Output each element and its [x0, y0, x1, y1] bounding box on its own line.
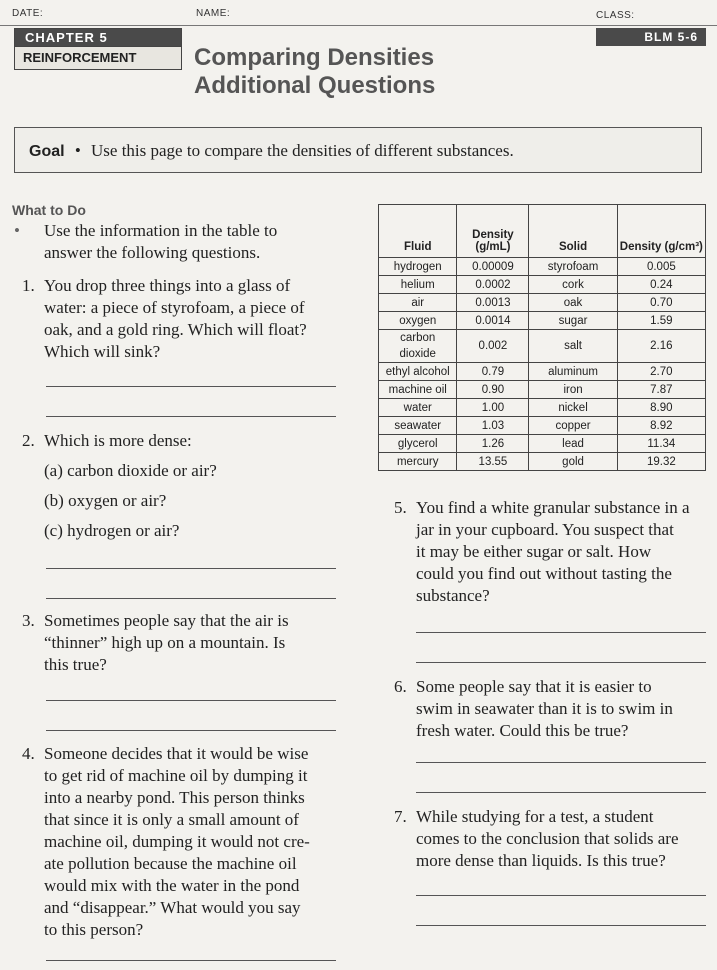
goal-bullet: •: [74, 141, 81, 160]
solid-density-cell: 8.92: [617, 417, 705, 435]
question-line: You drop three things into a glass of: [44, 276, 291, 295]
question-line: it may be either sugar or salt. How: [416, 542, 652, 561]
name-label: NAME:: [196, 8, 231, 19]
question-line: Which will sink?: [44, 342, 161, 361]
chapter-number: CHAPTER 5: [15, 29, 181, 46]
solid-name-cell: styrofoam: [529, 258, 617, 276]
section-heading: What to Do: [12, 202, 86, 218]
fluid-name-cell: water: [379, 399, 457, 417]
table-row: [379, 330, 706, 363]
solid-name-cell: sugar: [529, 312, 617, 330]
fluid-density-cell: 0.0002: [457, 276, 529, 294]
answer-line[interactable]: [416, 632, 706, 633]
question-line: machine oil, dumping it would not cre-: [44, 832, 310, 851]
question-number: 7.: [394, 807, 407, 826]
question-5: [394, 497, 690, 607]
instruction: [14, 220, 277, 264]
question-4: [22, 743, 310, 941]
fluid-density-cell: 0.79: [457, 363, 529, 381]
table-row: [379, 417, 706, 435]
fluid-density-cell: 0.90: [457, 381, 529, 399]
header-fluid: Fluid: [379, 205, 457, 258]
fluid-name-cell: hydrogen: [379, 258, 457, 276]
solid-density-cell: 19.32: [617, 453, 705, 471]
question-line: substance?: [416, 586, 490, 605]
page-title: [194, 44, 435, 100]
table-row: [379, 453, 706, 471]
question-line: could you find out without tasting the: [416, 564, 672, 583]
solid-density-cell: 1.59: [617, 312, 705, 330]
fluid-density-cell: 13.55: [457, 453, 529, 471]
question-number: 4.: [22, 744, 35, 763]
question-number: 2.: [22, 431, 35, 450]
question-line: comes to the conclusion that solids are: [416, 829, 679, 848]
table-row: [379, 399, 706, 417]
instruction-bullet: •: [14, 221, 20, 240]
question-2b: (b) oxygen or air?: [44, 491, 167, 510]
fluid-name-cell: air: [379, 294, 457, 312]
question-number: 6.: [394, 677, 407, 696]
question-line: Someone decides that it would be wise: [44, 744, 309, 763]
question-line: that since it is only a small amount of: [44, 810, 299, 829]
question-line: would mix with the water in the pond: [44, 876, 300, 895]
solid-name-cell: nickel: [529, 399, 617, 417]
header-fluid-density: Density (g/mL): [457, 205, 529, 258]
header-solid-density: Density (g/cm³): [617, 205, 705, 258]
question-number: 5.: [394, 498, 407, 517]
solid-density-cell: 11.34: [617, 435, 705, 453]
solid-name-cell: salt: [529, 330, 617, 363]
fluid-name-cell: oxygen: [379, 312, 457, 330]
answer-line[interactable]: [46, 598, 336, 599]
solid-name-cell: gold: [529, 453, 617, 471]
answer-line[interactable]: [46, 386, 336, 387]
table-row: [379, 294, 706, 312]
instruction-line-2: answer the following questions.: [44, 243, 261, 262]
chapter-type: REINFORCEMENT: [15, 46, 181, 69]
goal-box: [14, 127, 702, 173]
solid-name-cell: lead: [529, 435, 617, 453]
answer-line[interactable]: [416, 792, 706, 793]
answer-line[interactable]: [46, 416, 336, 417]
question-number: 1.: [22, 276, 35, 295]
fluid-density-cell: 0.00009: [457, 258, 529, 276]
table-row: [379, 363, 706, 381]
question-6: [394, 676, 673, 742]
solid-density-cell: 7.87: [617, 381, 705, 399]
solid-name-cell: copper: [529, 417, 617, 435]
fluid-name-cell: glycerol: [379, 435, 457, 453]
chapter-box: [14, 28, 182, 70]
question-number: 3.: [22, 611, 35, 630]
question-line: fresh water. Could this be true?: [416, 721, 629, 740]
answer-line[interactable]: [416, 762, 706, 763]
fluid-density-cell: 0.0014: [457, 312, 529, 330]
fluid-name-cell: ethyl alcohol: [379, 363, 457, 381]
solid-density-cell: 8.90: [617, 399, 705, 417]
table-row: [379, 381, 706, 399]
answer-line[interactable]: [46, 568, 336, 569]
table-row: [379, 258, 706, 276]
question-line: this true?: [44, 655, 107, 674]
question-line: While studying for a test, a student: [416, 807, 654, 826]
date-label: DATE:: [12, 8, 44, 19]
question-line: to this person?: [44, 920, 144, 939]
solid-density-cell: 0.24: [617, 276, 705, 294]
answer-line[interactable]: [416, 895, 706, 896]
fluid-name-cell: machine oil: [379, 381, 457, 399]
question-line: and “disappear.” What would you say: [44, 898, 301, 917]
solid-density-cell: 0.005: [617, 258, 705, 276]
blm-badge: BLM 5-6: [596, 28, 706, 46]
table-row: [379, 276, 706, 294]
header-solid: Solid: [529, 205, 617, 258]
question-3: [22, 610, 289, 676]
question-line: Sometimes people say that the air is: [44, 611, 289, 630]
question-line: oak, and a gold ring. Which will float?: [44, 320, 307, 339]
question-line: more dense than liquids. Is this true?: [416, 851, 666, 870]
answer-line[interactable]: [46, 960, 336, 961]
question-line: ate pollution because the machine oil: [44, 854, 297, 873]
answer-line[interactable]: [46, 730, 336, 731]
question-line: water: a piece of styrofoam, a piece of: [44, 298, 305, 317]
table-header-row: [379, 205, 706, 258]
question-line: Some people say that it is easier to: [416, 677, 652, 696]
solid-name-cell: oak: [529, 294, 617, 312]
answer-line[interactable]: [416, 662, 706, 663]
question-1: [22, 275, 307, 363]
question-2: [22, 430, 192, 452]
title-line-2: Additional Questions: [194, 72, 436, 99]
fluid-density-cell: 0.0013: [457, 294, 529, 312]
answer-line[interactable]: [46, 700, 336, 701]
solid-name-cell: iron: [529, 381, 617, 399]
question-7: [394, 806, 679, 872]
fluid-density-cell: 1.00: [457, 399, 529, 417]
question-line: to get rid of machine oil by dumping it: [44, 766, 308, 785]
fluid-density-cell: 1.03: [457, 417, 529, 435]
answer-line[interactable]: [416, 925, 706, 926]
density-table: [378, 204, 706, 471]
fluid-density-cell: 0.002: [457, 330, 529, 363]
question-line: “thinner” high up on a mountain. Is: [44, 633, 286, 652]
goal-text: Use this page to compare the densities of different substances.: [91, 141, 514, 160]
goal-label: Goal: [29, 143, 65, 160]
solid-density-cell: 0.70: [617, 294, 705, 312]
fluid-name-cell: mercury: [379, 453, 457, 471]
table-row: [379, 435, 706, 453]
class-label: CLASS:: [596, 10, 635, 21]
question-line: jar in your cupboard. You suspect that: [416, 520, 674, 539]
solid-density-cell: 2.16: [617, 330, 705, 363]
fluid-name-cell: helium: [379, 276, 457, 294]
solid-name-cell: cork: [529, 276, 617, 294]
fluid-density-cell: 1.26: [457, 435, 529, 453]
solid-density-cell: 2.70: [617, 363, 705, 381]
question-line: Which is more dense:: [44, 431, 192, 450]
table-row: [379, 312, 706, 330]
fluid-name-cell: seawater: [379, 417, 457, 435]
header-divider: [0, 25, 717, 26]
question-line: swim in seawater than it is to swim in: [416, 699, 673, 718]
question-2a: (a) carbon dioxide or air?: [44, 461, 217, 480]
question-2c: (c) hydrogen or air?: [44, 521, 180, 540]
solid-name-cell: aluminum: [529, 363, 617, 381]
instruction-line-1: Use the information in the table to: [44, 221, 278, 240]
question-line: You find a white granular substance in a: [416, 498, 690, 517]
fluid-name-cell: carbon dioxide: [379, 330, 457, 363]
title-line-1: Comparing Densities: [194, 44, 435, 71]
question-line: into a nearby pond. This person thinks: [44, 788, 305, 807]
